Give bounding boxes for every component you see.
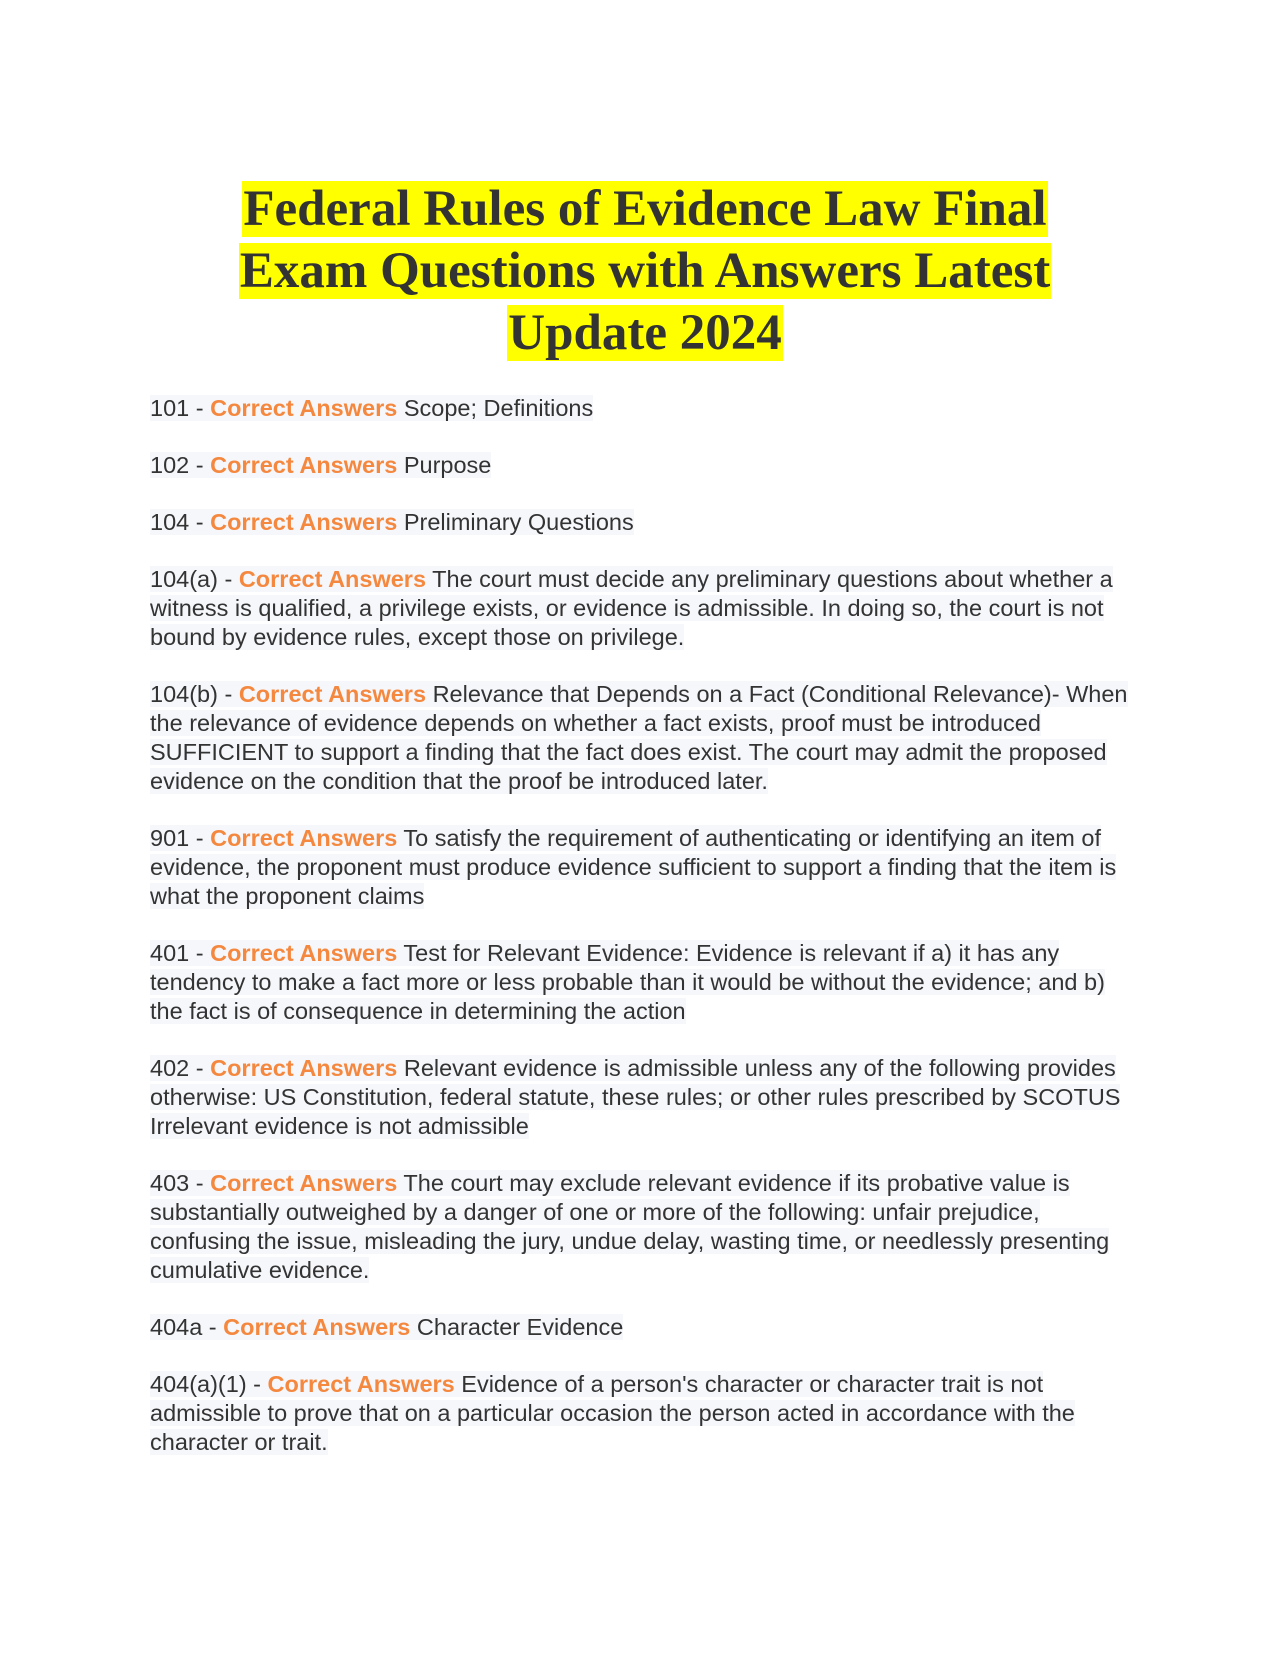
title-line-1: Federal Rules of Evidence Law Final xyxy=(243,181,1047,237)
separator: - xyxy=(189,395,211,421)
answer-text: Relevant evidence is admissible unless any of the following provides otherwise: US Constitution, federal statute, these rules; or other rules prescribed by SCOTUS xyxy=(150,1055,1121,1110)
separator: - xyxy=(189,452,211,478)
title-line-3: Update 2024 xyxy=(508,305,782,361)
correct-answers-label: Correct Answers xyxy=(210,825,398,851)
question-number: 404(a)(1) xyxy=(150,1371,247,1397)
title-line-2: Exam Questions with Answers Latest xyxy=(239,243,1051,299)
answer-text: Scope; Definitions xyxy=(403,395,594,421)
document-title xyxy=(150,178,1140,364)
qa-item xyxy=(150,1169,1140,1285)
qa-text xyxy=(150,509,634,535)
question-number: 901 xyxy=(150,825,190,851)
qa-item xyxy=(150,451,1140,480)
question-number: 101 xyxy=(150,395,190,421)
answer-text: To satisfy the requirement of authenticating or identifying an item of evidence, the proponent must produce evidence sufficient to support a finding that the item is what the proponent claims xyxy=(150,825,1117,909)
separator: - xyxy=(189,940,211,966)
separator: - xyxy=(189,825,211,851)
answer-text: Preliminary Questions xyxy=(403,509,634,535)
separator: - xyxy=(217,566,239,592)
separator: - xyxy=(189,1055,211,1081)
qa-item xyxy=(150,565,1140,652)
qa-text xyxy=(150,452,491,478)
qa-item xyxy=(150,680,1140,796)
qa-text xyxy=(150,1170,1109,1283)
answer-text: Character Evidence xyxy=(416,1314,624,1340)
document-page xyxy=(150,178,1140,1485)
qa-text xyxy=(150,825,1116,909)
correct-answers-label: Correct Answers xyxy=(223,1314,411,1340)
correct-answers-label: Correct Answers xyxy=(210,1055,398,1081)
separator: - xyxy=(217,681,239,707)
qa-item xyxy=(150,824,1140,911)
separator: - xyxy=(202,1314,224,1340)
question-number: 104(b) xyxy=(150,681,218,707)
qa-text xyxy=(150,566,1113,650)
question-number: 403 xyxy=(150,1170,190,1196)
separator: - xyxy=(246,1371,268,1397)
qa-item xyxy=(150,1313,1140,1342)
question-number: 402 xyxy=(150,1055,190,1081)
qa-text xyxy=(150,1055,1120,1110)
correct-answers-label: Correct Answers xyxy=(238,566,427,592)
answer-text-continued: Irrelevant evidence is not admissible xyxy=(150,1113,529,1139)
answer-text: Purpose xyxy=(403,452,492,478)
question-number: 104(a) xyxy=(150,566,218,592)
qa-item xyxy=(150,1370,1140,1457)
correct-answers-label: Correct Answers xyxy=(210,1170,398,1196)
answer-text: Relevance that Depends on a Fact (Conditional Relevance)- When the relevance of evidence depends on whether a fact exists, proof must be introduced SUFFICIENT to support a finding that the fact does exist. The court may admit the proposed evidence on the condition that the proof be introduced later. xyxy=(150,681,1128,794)
qa-item xyxy=(150,1054,1140,1141)
separator: - xyxy=(189,509,211,535)
correct-answers-label: Correct Answers xyxy=(267,1371,455,1397)
correct-answers-label: Correct Answers xyxy=(210,509,398,535)
answer-text: The court may exclude relevant evidence if its probative value is substantially outweighed by a danger of one or more of the following: unfair prejudice, confusing the issue, misleading the jury, undue delay, wasting time, or needlessly presenting cumulative evidence. xyxy=(150,1170,1110,1283)
separator: - xyxy=(189,1170,211,1196)
qa-list xyxy=(150,394,1140,1457)
qa-item xyxy=(150,508,1140,537)
answer-text: The court must decide any preliminary questions about whether a witness is qualified, a privilege exists, or evidence is admissible. In doing so, the court is not bound by evidence rules, except those on privilege. xyxy=(150,566,1113,650)
correct-answers-label: Correct Answers xyxy=(210,395,398,421)
qa-item xyxy=(150,394,1140,423)
correct-answers-label: Correct Answers xyxy=(210,452,398,478)
question-number: 404a xyxy=(150,1314,203,1340)
correct-answers-label: Correct Answers xyxy=(238,681,427,707)
question-number: 102 xyxy=(150,452,190,478)
qa-item xyxy=(150,939,1140,1026)
correct-answers-label: Correct Answers xyxy=(210,940,398,966)
qa-text xyxy=(150,1371,1075,1455)
qa-text xyxy=(150,681,1128,794)
question-number: 104 xyxy=(150,509,190,535)
answer-text: Test for Relevant Evidence: Evidence is relevant if a) it has any tendency to make a fact more or less probable than it would be without the evidence; and b) the fact is of consequence in determining the action xyxy=(150,940,1105,1024)
question-number: 401 xyxy=(150,940,190,966)
qa-text xyxy=(150,395,593,421)
answer-text: Evidence of a person's character or character trait is not admissible to prove that on a particular occasion the person acted in accordance with the character or trait. xyxy=(150,1371,1075,1455)
qa-text xyxy=(150,1314,623,1340)
qa-text xyxy=(150,940,1105,1024)
